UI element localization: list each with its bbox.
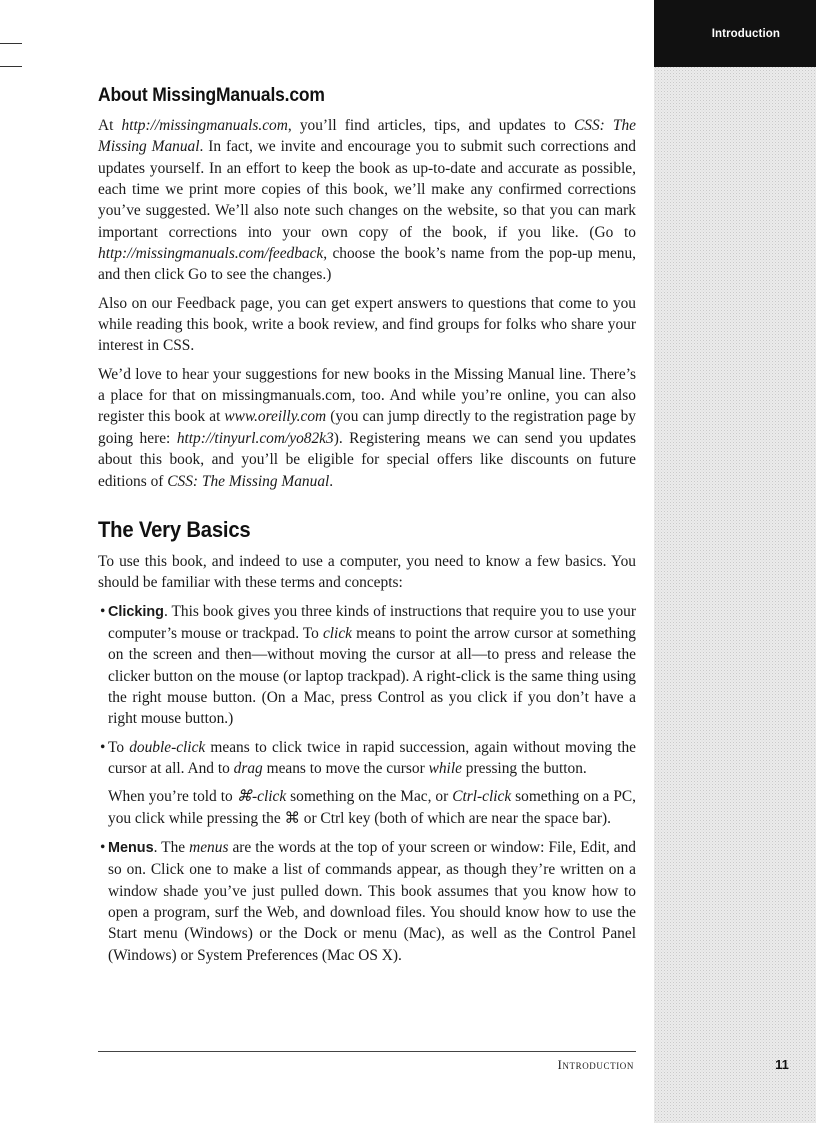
url-tinyurl: http://tinyurl.com/yo82k3 bbox=[176, 429, 334, 447]
text: . bbox=[329, 472, 334, 490]
list-item-menus bbox=[98, 837, 636, 966]
text: , choose the book’s name from the pop-up menu, and then click Go to see the changes.) bbox=[98, 245, 636, 284]
crop-mark-bottom bbox=[0, 66, 22, 67]
text: means to click twice in rapid succession, again without moving the cursor at all. And to bbox=[108, 738, 636, 777]
text: . The bbox=[153, 838, 190, 856]
running-footer: Introduction bbox=[557, 1058, 634, 1072]
em-double-click: double-click bbox=[129, 738, 206, 756]
em-command-click: ⌘-click bbox=[236, 788, 287, 806]
basics-intro: To use this book, and indeed to use a computer, you need to know a few basics. You should be familiar with these terms and concepts: bbox=[98, 552, 636, 592]
em-click: click bbox=[322, 624, 352, 642]
url-feedback: http://missingmanuals.com/feedback bbox=[98, 245, 324, 263]
chapter-tab-label: Introduction bbox=[711, 28, 780, 40]
list-item-clicking bbox=[98, 601, 636, 730]
sidebar-texture bbox=[654, 0, 816, 1123]
chapter-tab bbox=[654, 0, 816, 67]
text: something on the Mac, or bbox=[286, 788, 453, 806]
url-missingmanuals: http://missingmanuals.com bbox=[121, 117, 288, 134]
book-title: CSS: The Missing Manual bbox=[167, 472, 330, 490]
text: means to point the arrow cursor at something on the screen and then—without moving the cursor at all—to press and release the clicker button on the mouse (or laptop trackpad). A right-click is the same thing using the right mouse button. (On a Mac, press Control as you click if you don’t have a right mouse button.) bbox=[108, 624, 636, 728]
term-menus: Menus bbox=[108, 839, 154, 856]
bullet: • bbox=[100, 738, 106, 756]
text: are the words at the top of your screen or window: File, Edit, and so on. Click one to make a list of commands appear, as though they’re written on a window shade you’ve just pulled down. This book assumes that you know how to open a program, surf the Web, and download files. You should know how to use the Start menu (Windows) or the Dock or bbox=[108, 838, 636, 943]
footer-rule bbox=[98, 1051, 636, 1052]
text: To bbox=[108, 738, 130, 756]
heading-basics: The Very Basics bbox=[98, 516, 251, 542]
text: We’d love to hear your suggestions for new books in the Missing Manual line. There’s a place for that on missingmanuals.com, too. And while you’re online, you can also register this book at bbox=[98, 365, 636, 426]
heading-about: About MissingManuals.com bbox=[98, 85, 325, 106]
text: something on a PC, you click while pressing the ⌘ or Ctrl key (both of which are near the space bar). bbox=[108, 788, 636, 827]
text: (you can jump directly to the registration page by going here: bbox=[98, 408, 636, 447]
command-click-paragraph bbox=[98, 786, 636, 829]
em-drag: drag bbox=[233, 759, 263, 777]
text: pressing the button. bbox=[461, 759, 587, 777]
bullet: • bbox=[100, 602, 106, 620]
about-paragraph-1 bbox=[98, 115, 636, 286]
crop-mark-top bbox=[0, 43, 22, 44]
text: means to move the cursor bbox=[262, 759, 429, 777]
text: ). Registering means we can send you updates about this book, and you’ll be eligible for special offers like discounts on future editions of bbox=[98, 429, 637, 490]
about-paragraph-3 bbox=[98, 364, 636, 492]
text: , you’ll find articles, tips, and updates to bbox=[287, 117, 574, 134]
page-number: 11 bbox=[775, 1057, 789, 1072]
em-menus: menus bbox=[189, 838, 229, 856]
list-item-double-click bbox=[98, 737, 636, 780]
term-clicking: Clicking bbox=[108, 603, 164, 620]
text: At bbox=[98, 117, 122, 134]
basics-list-2 bbox=[98, 837, 636, 966]
book-title: CSS: The Missing Manual bbox=[98, 117, 636, 156]
em-while: while bbox=[428, 759, 462, 777]
url-oreilly: www.oreilly.com bbox=[224, 408, 327, 426]
text: menu (Mac), as well as the Control Panel (Windows) or System Preferences (Mac OS X). bbox=[108, 925, 636, 964]
text: . This book gives you three kinds of instructions that require you to use your computer’s mouse or trackpad. To bbox=[108, 602, 636, 642]
basics-list bbox=[98, 601, 636, 780]
page-body bbox=[98, 84, 636, 973]
text: When you’re told to bbox=[108, 788, 237, 806]
em-ctrl-click: Ctrl-click bbox=[452, 788, 512, 806]
bullet: • bbox=[100, 838, 106, 856]
about-paragraph-2: Also on our Feedback page, you can get expert answers to questions that come to you while reading this book, write a book review, and find groups for folks who share your interest in CSS. bbox=[98, 294, 636, 355]
text: . In fact, we invite and encourage you to submit such corrections and updates yourself. In an effort to keep the book as up-to-date and accurate as possible, each time we print more copies of this book, we’ll make any confirmed corrections you’ve suggested. We’ll also note such changes on the website, so that you can mark important corrections into your own copy of the book, if you like. (Go to bbox=[98, 138, 636, 241]
